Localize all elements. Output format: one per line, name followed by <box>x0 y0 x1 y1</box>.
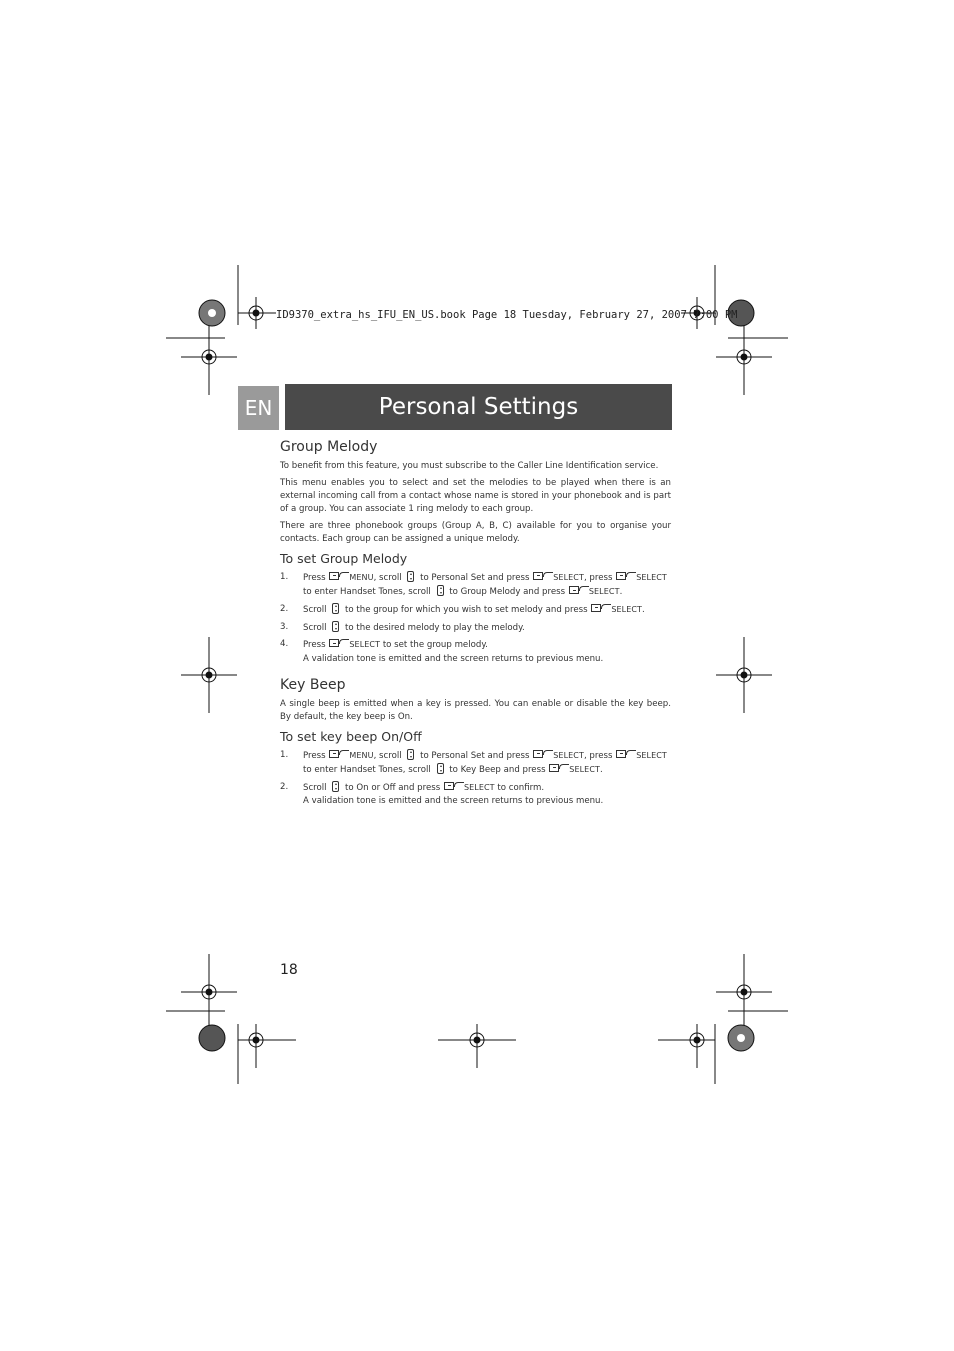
softkey-icon <box>329 639 348 648</box>
step-number: 4. <box>280 639 289 650</box>
key-label: SELECT <box>636 572 667 582</box>
key-beep-para-1: A single beep is emitted when a key is pressed. You can enable or disable the key beep. By default, the key beep is On. <box>280 699 671 723</box>
scroll-key-icon <box>407 571 414 582</box>
key-beep-steps <box>280 749 671 809</box>
step-item <box>280 603 671 617</box>
step-text: to enter Handset Tones, scroll <box>303 587 431 598</box>
step-text: , scroll <box>373 572 402 583</box>
step-number: 3. <box>280 621 289 632</box>
step-note: A validation tone is emitted and the screen returns to previous menu. <box>303 796 604 807</box>
step-number: 1. <box>280 571 289 582</box>
step-number: 2. <box>280 603 289 614</box>
page-number: 18 <box>280 962 298 978</box>
group-melody-para-3: There are three phonebook groups (Group A, B, C) available for you to organise your contacts. Each group can be assigned a unique melody. <box>280 521 671 545</box>
step-text: to enter Handset Tones, scroll <box>303 764 431 775</box>
key-label: SELECT <box>553 750 584 760</box>
softkey-icon <box>533 572 552 581</box>
key-label: SELECT <box>463 782 495 792</box>
step-text: . <box>619 587 623 598</box>
key-label: SELECT <box>569 764 601 774</box>
key-label: SELECT <box>588 587 620 597</box>
step-text: to Group Melody and press <box>449 587 566 598</box>
language-badge: EN <box>238 386 279 430</box>
step-text: . <box>600 764 603 775</box>
file-slug-line: ID9370_extra_hs_IFU_EN_US.book Page 18 Tuesday, February 27, 2007 7:00 PM <box>276 309 738 321</box>
step-item <box>280 571 671 600</box>
step-number: 2. <box>280 781 289 792</box>
step-item <box>280 749 671 778</box>
page-title: Personal Settings <box>285 384 672 430</box>
step-text: , press <box>583 750 613 761</box>
step-text: Scroll <box>303 782 327 793</box>
softkey-icon <box>616 572 635 581</box>
scroll-key-icon <box>407 749 414 760</box>
step-text: . <box>642 604 645 615</box>
group-melody-para-2: This menu enables you to select and set the melodies to be played when there is an external incoming call from a contact whose name is stored in your phonebook and is part of a group. You can associate 1 ring melody to each group. <box>280 477 671 515</box>
scroll-key-icon <box>332 603 339 614</box>
step-note: A validation tone is emitted and the screen returns to previous menu. <box>303 653 604 664</box>
step-text: to Personal Set and press <box>420 750 530 761</box>
step-text: Press <box>303 572 326 583</box>
step-item <box>280 638 671 666</box>
step-text: Press <box>303 750 326 761</box>
step-text: to Personal Set and press <box>420 572 530 583</box>
group-melody-steps <box>280 571 671 666</box>
step-text: Scroll <box>303 622 327 633</box>
softkey-icon <box>533 750 552 759</box>
step-text: , scroll <box>373 750 402 761</box>
step-text: , press <box>583 572 613 583</box>
step-text: Scroll <box>303 604 327 615</box>
key-label: MENU <box>349 572 374 582</box>
step-item <box>280 781 671 809</box>
softkey-icon <box>591 604 610 613</box>
key-label: SELECT <box>553 572 584 582</box>
softkey-icon <box>329 572 348 581</box>
set-key-beep-heading: To set key beep On/Off <box>280 728 422 744</box>
key-label: SELECT <box>611 604 643 614</box>
key-beep-heading: Key Beep <box>280 677 346 694</box>
step-text: Press <box>303 640 326 651</box>
main-content <box>280 438 671 812</box>
step-text: to set the group melody. <box>382 640 488 651</box>
softkey-icon <box>549 764 568 773</box>
softkey-icon <box>616 750 635 759</box>
step-text: to On or Off and press <box>345 782 441 793</box>
scroll-key-icon <box>437 585 444 596</box>
scroll-key-icon <box>332 621 339 632</box>
set-group-melody-heading: To set Group Melody <box>280 550 408 566</box>
softkey-icon <box>329 750 348 759</box>
scroll-key-icon <box>332 781 339 792</box>
softkey-icon <box>444 782 463 791</box>
key-label: SELECT <box>349 640 381 650</box>
key-label: MENU <box>349 750 374 760</box>
softkey-icon <box>569 586 588 595</box>
group-melody-para-1: To benefit from this feature, you must subscribe to the Caller Line Identification service. <box>280 461 659 471</box>
step-text: to the group for which you wish to set melody and press <box>345 604 588 615</box>
group-melody-heading: Group Melody <box>280 439 378 455</box>
step-number: 1. <box>280 749 289 760</box>
step-text: to the desired melody to play the melody. <box>345 622 525 633</box>
scroll-key-icon <box>437 763 444 774</box>
key-label: SELECT <box>636 750 667 760</box>
step-text: to confirm. <box>497 782 545 793</box>
step-text: to Key Beep and press <box>449 764 546 775</box>
step-item <box>280 621 671 635</box>
